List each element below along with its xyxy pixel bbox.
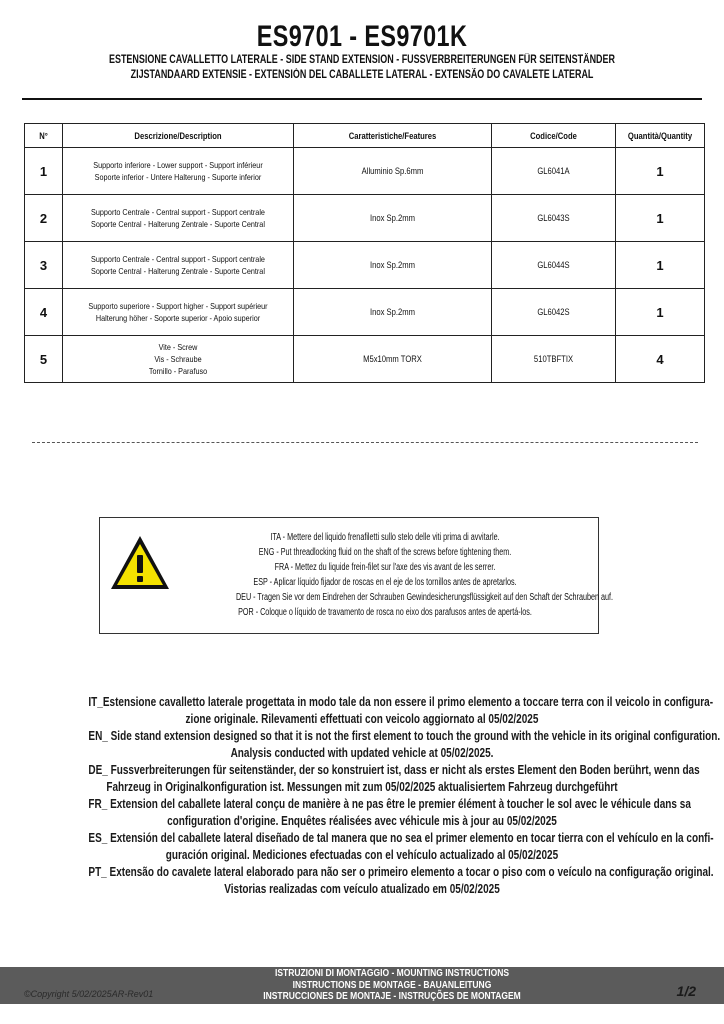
notice-line: FR_ Extension del caballete lateral conçu de manière à ne pas être le premier élément à toucher le sol avec le véhicule dans sa (88, 797, 691, 811)
notice-line: configuration d'origine. Enquêtes réalisées avec véhicule mis à jour au 05/02/2025 (167, 814, 557, 828)
description-line: Soporte inferior - Untere Halterung - Suporte inferior (94, 172, 262, 182)
row-description (63, 289, 294, 336)
row-number: 4 (25, 289, 63, 336)
warning-line-fra: FRA - Mettez du liquide frein-filet sur l'axe des vis avant de les serrer. (274, 562, 496, 573)
description-line: Halterung höher - Soporte superior - Apoio superior (95, 313, 261, 323)
table-row (25, 336, 705, 383)
notice-line: IT_Estensione cavalletto laterale progettata in modo tale da non essere il primo elemento a toccare terra con il veicolo in configura- (88, 695, 714, 709)
warning-line-eng: ENG - Put threadlocking fluid on the shaft of the screws before tightening them. (258, 547, 512, 558)
column-header-features: Caratteristiche/Features (294, 124, 492, 148)
notice-line: ES_ Extensión del caballete lateral diseñado de tal manera que no sea el primer elemento en tocar tierra con el vehículo en la confi- (88, 831, 714, 845)
row-number: 3 (25, 242, 63, 289)
row-number: 2 (25, 195, 63, 242)
row-features: Inox Sp.2mm (294, 195, 492, 242)
subtitle-line-2: ZIJSTANDAARD EXTENSIE - EXTENSIÓN DEL CABALLETE LATERAL - EXTENSÃO DO CAVALETE LATERAL (130, 69, 594, 81)
table-header-row (25, 124, 705, 148)
footer-line: ISTRUZIONI DI MONTAGGIO - MOUNTING INSTRUCTIONS (274, 968, 510, 979)
row-code: GL6043S (492, 195, 616, 242)
column-header-description: Descrizione/Description (63, 124, 294, 148)
row-description (63, 195, 294, 242)
notice-line: PT_ Extensão do cavalete lateral elaborado para não ser o primeiro elemento a tocar o piso com o veículo na configuração original. (88, 865, 714, 879)
document-title: ES9701 - ES9701K (256, 20, 468, 53)
footer-title (212, 968, 572, 1003)
warning-box (99, 517, 613, 634)
row-number: 5 (25, 336, 63, 383)
parts-table (24, 123, 705, 383)
warning-line-ita: ITA - Mettere del liquido frenafiletti sullo stelo delle viti prima di avvitarle. (270, 532, 500, 543)
warning-line-por: POR - Coloque o líquido de travamento de rosca no eixo dos parafusos antes de apertá-los. (238, 607, 532, 618)
description-line: Supporto inferiore - Lower support - Support inférieur (93, 160, 263, 170)
notice-line: Fahrzeug in Originalkonfiguration ist. Messungen mit zum 05/02/2025 aktualisiertem Fahrzeug durchgeführt (106, 780, 618, 794)
header-divider (22, 98, 702, 100)
description-line: Supporto superiore - Support higher - Support supérieur (88, 301, 268, 311)
warning-text (178, 530, 613, 620)
row-features: Inox Sp.2mm (294, 242, 492, 289)
page-number: 1/2 (676, 983, 696, 999)
description-line: Soporte Central - Halterung Zentrale - Suporte Central (91, 219, 265, 229)
row-quantity: 1 (616, 289, 705, 336)
column-header-quantity: Quantità/Quantity (616, 124, 705, 148)
notice-line: Vistorias realizadas com veículo atualizado em 05/02/2025 (224, 882, 500, 896)
warning-line-esp: ESP - Aplicar líquido fijador de roscas en el eje de los tornillos antes de apretarlos. (253, 577, 517, 588)
warning-line-deu: DEU - Tragen Sie vor dem Eindrehen der Schrauben Gewindesicherungsflüssigkeit auf den Schaft der Schrauben auf. (235, 592, 613, 603)
description-line: Supporto Centrale - Central support - Support centrale (91, 254, 265, 264)
row-features: M5x10mm TORX (294, 336, 492, 383)
description-line: Supporto Centrale - Central support - Support centrale (91, 207, 265, 217)
row-quantity: 4 (616, 336, 705, 383)
description-line: Vite - Screw (158, 342, 198, 352)
description-line: Soporte Central - Halterung Zentrale - Suporte Central (91, 266, 265, 276)
footer-line: INSTRUCTIONS DE MONTAGE - BAUANLEITUNG (292, 979, 492, 991)
row-description (63, 336, 294, 383)
multilingual-notice (20, 694, 721, 898)
row-code: 510TBFTIX (492, 336, 616, 383)
description-line: Vis - Schraube (154, 354, 202, 364)
footer-line: INSTRUCCIONES DE MONTAJE - INSTRUÇÕES DE MONTAGEM (263, 991, 521, 1002)
row-features: Inox Sp.2mm (294, 289, 492, 336)
copyright-notice: ©Copyright 5/02/2025AR-Rev01 (24, 989, 154, 999)
table-row (25, 195, 705, 242)
table-row (25, 148, 705, 195)
table-row (25, 242, 705, 289)
row-code: GL6044S (492, 242, 616, 289)
notice-line: EN_ Side stand extension designed so that it is not the first element to touch the ground with the vehicle in its original configuration. (88, 729, 721, 743)
row-quantity: 1 (616, 148, 705, 195)
column-header-number: N° (25, 124, 63, 148)
row-quantity: 1 (616, 195, 705, 242)
notice-line: zione originale. Rilevamenti effettuati con veicolo aggiornato al 05/02/2025 (185, 712, 539, 726)
notice-line: Analysis conducted with updated vehicle at 05/02/2025. (230, 746, 494, 760)
row-quantity: 1 (616, 242, 705, 289)
row-description (63, 242, 294, 289)
row-code: GL6041A (492, 148, 616, 195)
row-description (63, 148, 294, 195)
row-number: 1 (25, 148, 63, 195)
footer-bar (0, 967, 724, 1004)
notice-line: DE_ Fussverbreiterungen für seitenständer, der so konstruiert ist, dass er nicht als erstes Element den Boden berührt, wenn das (88, 763, 700, 777)
row-code: GL6042S (492, 289, 616, 336)
subtitle-line-1: ESTENSIONE CAVALLETTO LATERALE - SIDE STAND EXTENSION - FUSSVERBREITERUNGEN FÜR SEITENSTÄNDER (108, 54, 616, 66)
dashed-divider (32, 442, 698, 443)
table-row (25, 289, 705, 336)
column-header-code: Codice/Code (492, 124, 616, 148)
row-features: Alluminio Sp.6mm (294, 148, 492, 195)
warning-triangle-icon (108, 533, 172, 593)
description-line: Tornillo - Parafuso (148, 366, 208, 376)
notice-line: guración original. Mediciones efectuadas con el vehículo actualizado al 05/02/2025 (165, 848, 559, 862)
